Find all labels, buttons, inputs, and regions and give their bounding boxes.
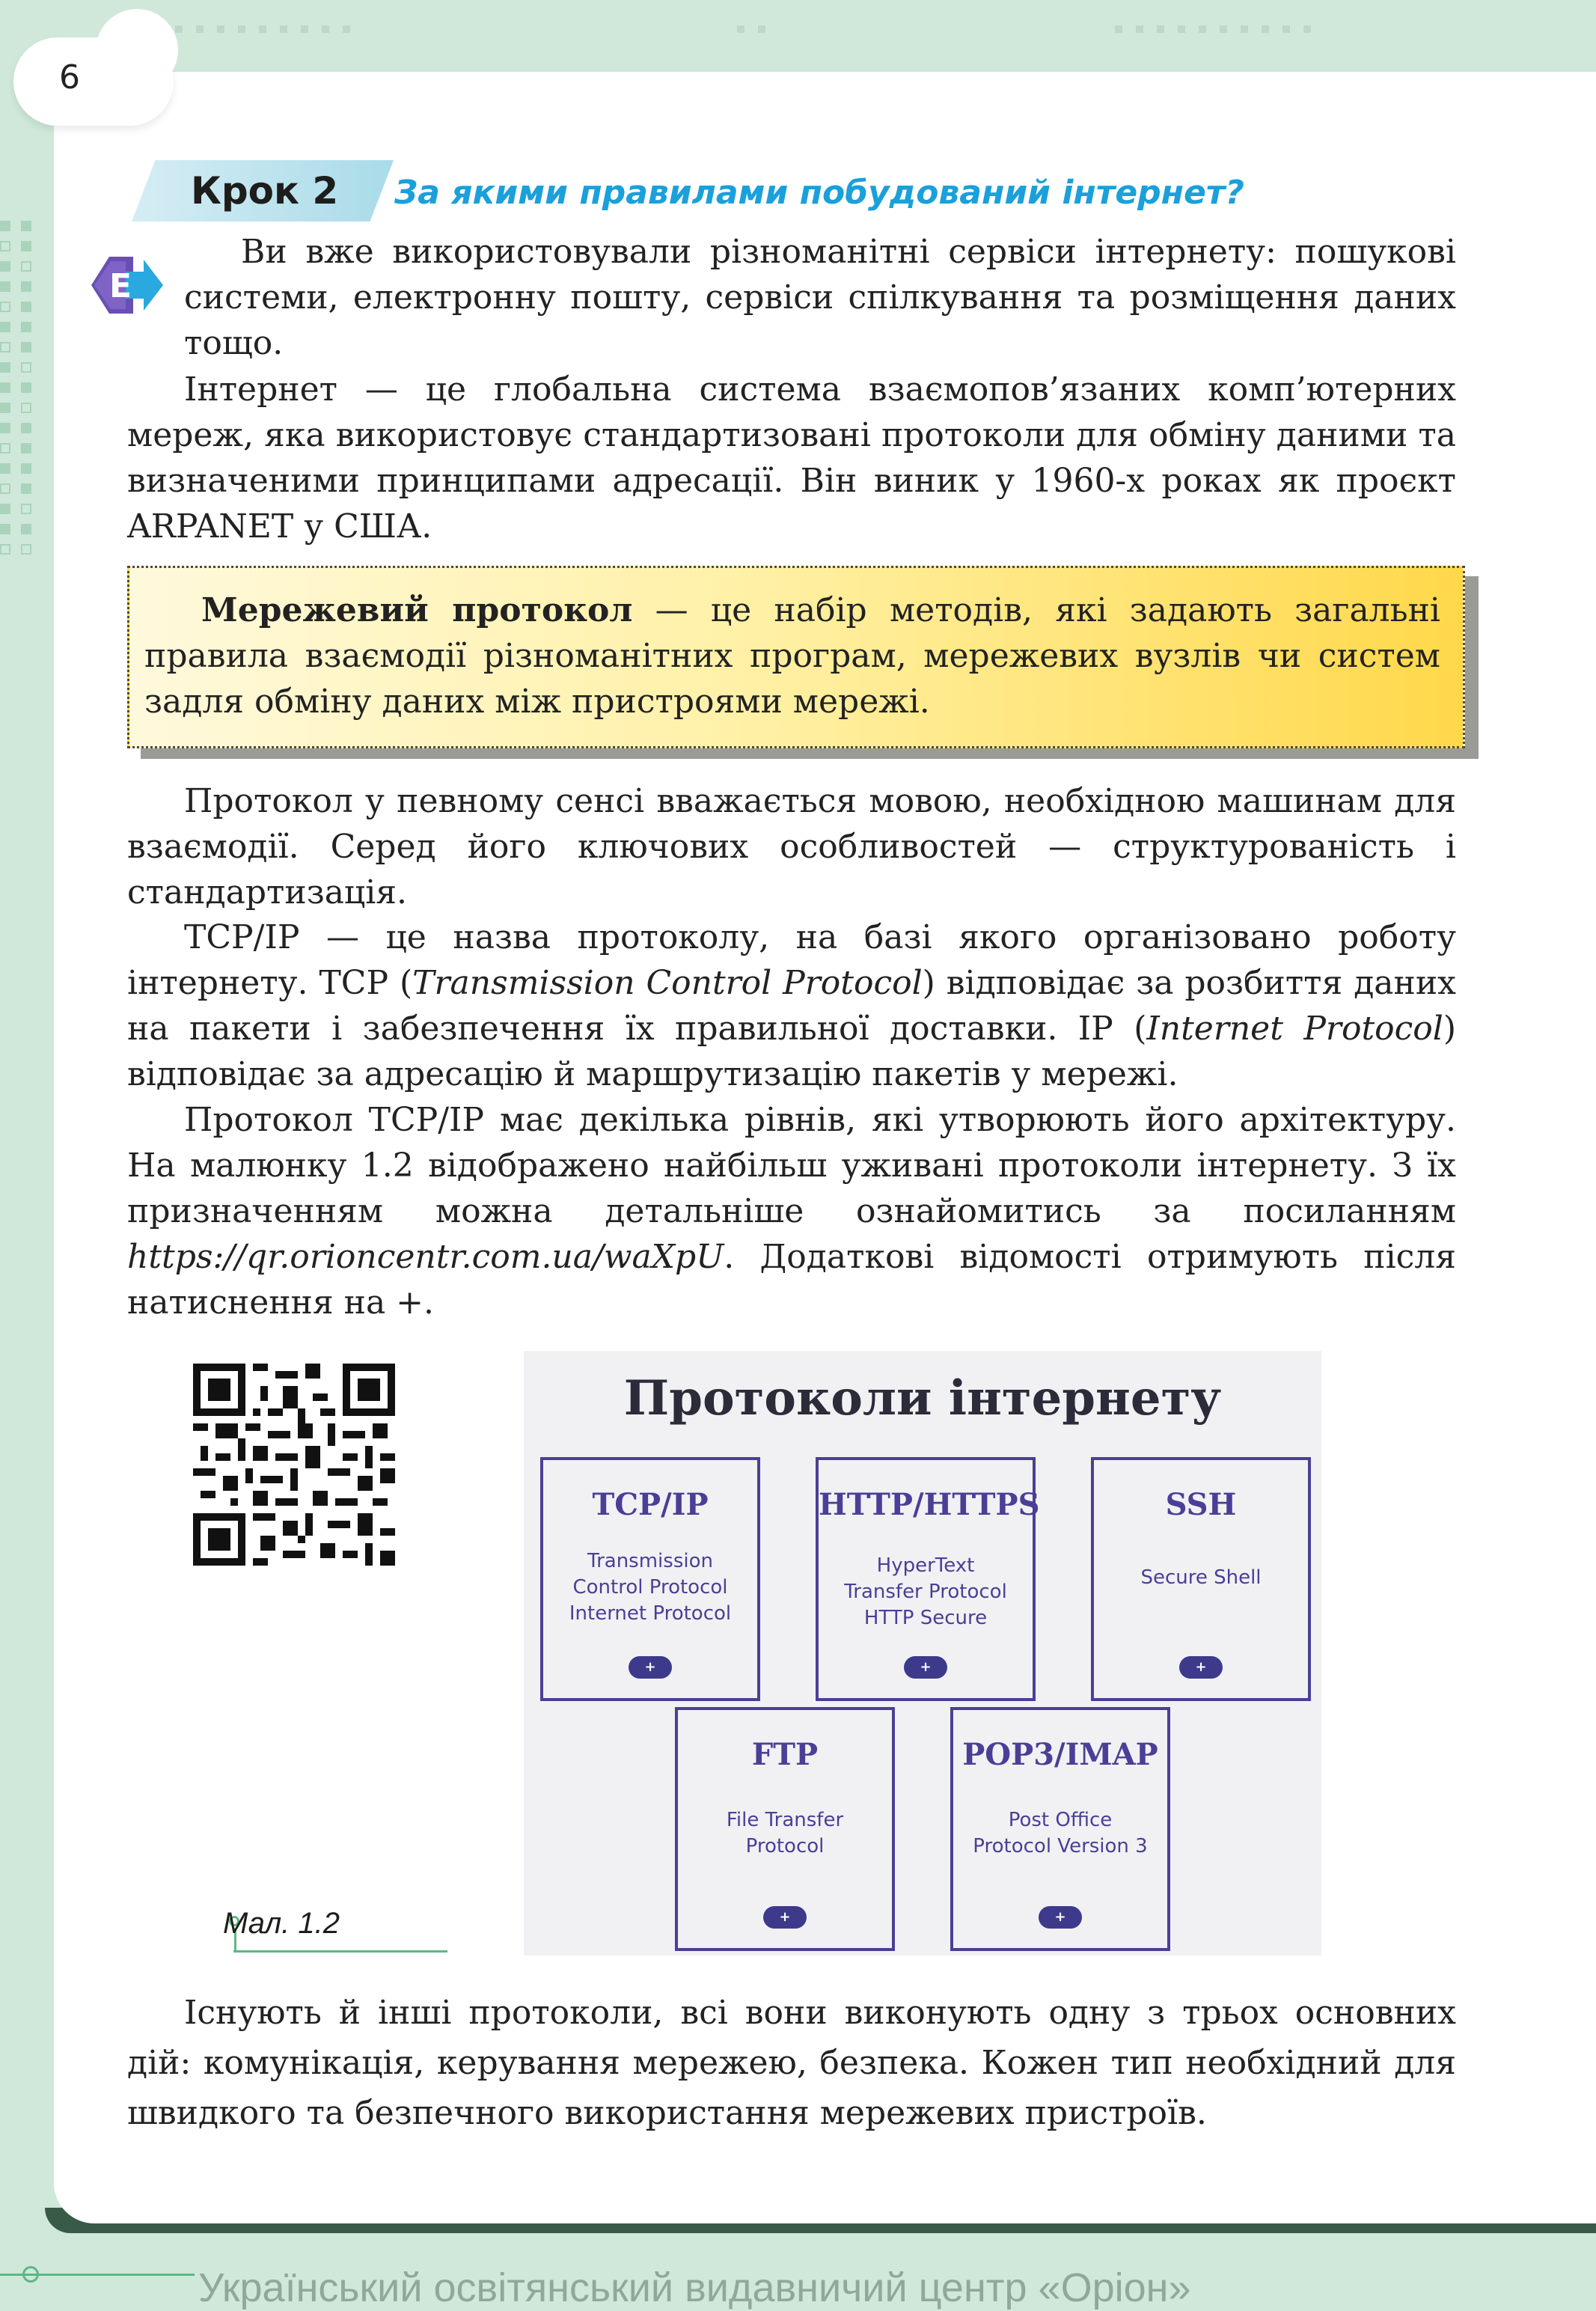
- top-dots-left: [154, 25, 350, 48]
- protocol-description: Secure Shell: [1140, 1566, 1262, 1589]
- paragraph-protocol-language: Протокол у певному сенсі вважається мовою, необхідною машинам для взаємодії. Серед його ключових особливостей — структурованість і стандартизація.: [127, 782, 1456, 912]
- paragraph-tcpip: TCP/IP — це назва протоколу, на базі якого організовано роботу інтернету. TCP (Transmission Control Protocol) відповідає за розбиття даних на пакети і забезпечення їх правильної доставки. IP (Internet Protocol) відповідає за адресацію й маршрутизацію пакетів у мережі.: [127, 918, 1456, 1093]
- protocol-name: TCP/IP: [592, 1487, 709, 1522]
- figure-caption: Мал. 1.2: [223, 1907, 340, 1940]
- definition-text: [144, 587, 1440, 724]
- protocol-name: HTTP/HTTPS: [819, 1487, 1040, 1522]
- electronic-resource-icon: [84, 243, 168, 327]
- top-dots-middle: [737, 25, 765, 48]
- tcp-full-name: Transmission Control Protocol: [412, 964, 923, 1002]
- paragraph-architecture: Протокол TCP/IP має декілька рівнів, які утворюють його архітектуру. На малюнку 1.2 відображено найбільш уживані протоколи інтернету. З їх призначенням можна детальніше ознайомитись за посиланням https://qr.orioncentr.com.ua/waXpU. Додаткові відомості отримують після натиснення на +.: [127, 1101, 1456, 1322]
- protocol-card-tcpip: [540, 1457, 760, 1701]
- paragraph-internet-definition: Інтернет — це глобальна система взаємопов’язаних комп’ютерних мереж, яка використовує стандартизовані протоколи для обміну даними та визначеними принципами адресації. Він виник у 1960-х роках як проєкт ARPANET у США.: [127, 370, 1456, 546]
- protocol-description: Post Office Protocol Version 3: [973, 1809, 1148, 1857]
- footer-circle: [22, 2266, 39, 2283]
- expand-button[interactable]: +: [1179, 1656, 1223, 1679]
- page-number-cloud: [13, 37, 174, 126]
- caption-underline: [233, 1950, 447, 1953]
- protocol-description: File Transfer Protocol: [726, 1809, 844, 1857]
- protocol-card-ssh: [1091, 1457, 1311, 1701]
- protocol-name: POP3/IMAP: [962, 1737, 1158, 1772]
- expand-button[interactable]: +: [904, 1656, 947, 1679]
- protocol-description: HyperText Transfer Protocol HTTP Secure: [844, 1554, 1007, 1629]
- definition-body: — це набір методів, які задають загальні правила взаємодії різноманітних програм, мережевих вузлів чи систем задля обміну даних між пристроями мережі.: [144, 591, 1440, 721]
- badge-letter: E: [109, 267, 132, 305]
- definition-box: [127, 566, 1465, 748]
- protocol-name: FTP: [751, 1737, 819, 1772]
- top-dots-right: [1115, 25, 1311, 48]
- step-title: За якими правилами побудований інтернет?: [394, 174, 1244, 212]
- protocol-description: Transmission Control Protocol Internet Protocol: [569, 1550, 732, 1625]
- protocols-figure: [524, 1351, 1321, 1956]
- paragraph-other-protocols: Існують й інші протоколи, всі вони виконують одну з трьох основних дій: комунікація, керування мережею, безпека. Кожен тип необхідний для швидкого та безпечного використання мережевих пристроїв.: [127, 1994, 1456, 2132]
- page-number: 6: [59, 58, 80, 97]
- protocol-card-ftp: [675, 1707, 895, 1951]
- ip-full-name: Internet Protocol: [1146, 1010, 1443, 1048]
- protocol-card-pop3-imap: [950, 1707, 1170, 1951]
- figure-title: Протоколи інтернету: [623, 1370, 1222, 1426]
- paragraph-intro: Ви вже використовували різноманітні сервіси інтернету: пошукові системи, електронну пошту, сервіси спілкування та розміщення даних тощо.: [184, 233, 1456, 362]
- expand-button[interactable]: +: [763, 1906, 807, 1929]
- step-label: Крок 2: [191, 169, 339, 213]
- expand-button[interactable]: +: [629, 1656, 672, 1679]
- definition-term: Мережевий протокол: [201, 591, 633, 629]
- resource-link[interactable]: https://qr.orioncentr.com.ua/waXpU: [127, 1238, 724, 1276]
- publisher-footer: Український освітянський видавничий центр «Оріон»: [198, 2265, 1191, 2310]
- protocol-card-http: [816, 1457, 1040, 1701]
- expand-button[interactable]: +: [1039, 1906, 1082, 1929]
- qr-code[interactable]: [193, 1364, 395, 1566]
- side-dots: [0, 221, 45, 555]
- protocol-name: SSH: [1165, 1487, 1237, 1522]
